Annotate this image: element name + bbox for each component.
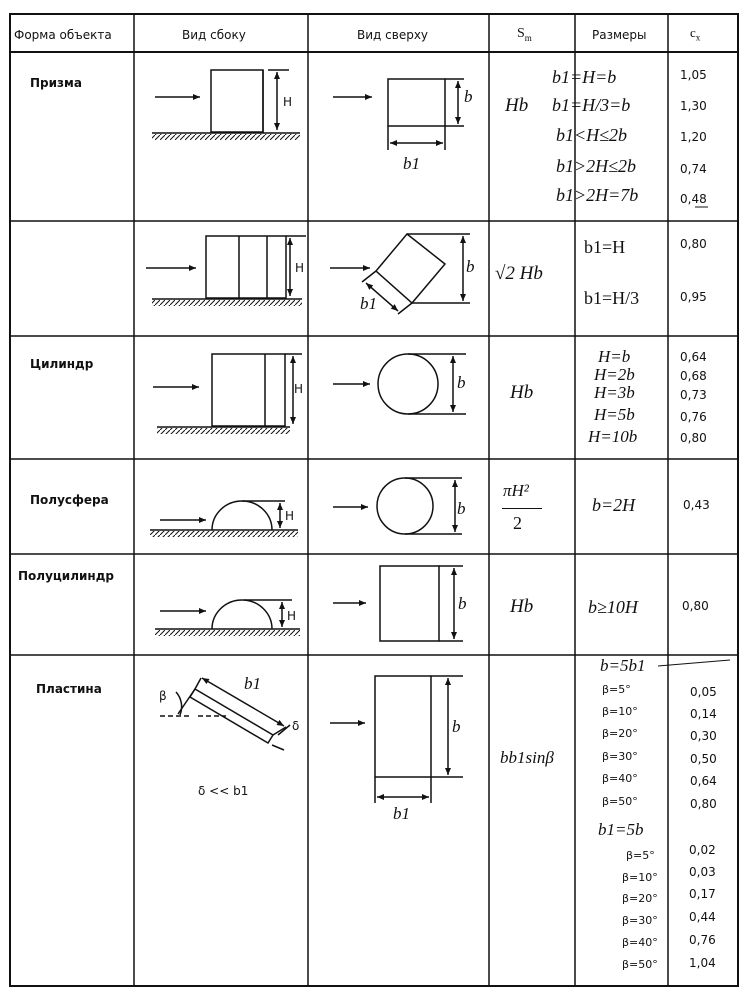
header-area: $S_m$: [517, 26, 532, 43]
dim-value: β=5°: [602, 683, 631, 696]
hemisphere-top-view: [333, 478, 462, 534]
coef-value: 1,04: [689, 956, 716, 970]
dim-value: β=30°: [602, 750, 638, 763]
coef-value: 0,44: [689, 910, 716, 924]
dim-value: b1>2H=7b: [556, 185, 639, 205]
dim-value: β=20°: [602, 727, 638, 740]
dim-value: b1=H/3: [584, 288, 640, 308]
dim-group-head: b1=5b: [598, 820, 644, 839]
dim-value: b=2H: [592, 495, 636, 515]
label-b1: b1: [360, 294, 377, 313]
dim-value: β=5°: [626, 849, 655, 862]
label-b1: b1: [244, 674, 261, 693]
label-b: b: [458, 594, 467, 613]
dim-value: β=20°: [622, 892, 658, 905]
area-value: Hb: [510, 382, 534, 403]
area-numerator: πH²: [503, 481, 529, 500]
header-top-view: Вид сверху: [357, 28, 429, 42]
coef-value: 0,95: [680, 290, 707, 304]
dim-value: H=3b: [594, 383, 635, 402]
coef-value: 0,48: [680, 192, 707, 206]
dim-value: β=50°: [622, 958, 658, 971]
half-cylinder-side-view: [155, 600, 300, 636]
area-value: Hb: [510, 596, 534, 617]
dim-value: b1>2H≤2b: [556, 156, 637, 176]
dim-value: H=5b: [594, 405, 635, 424]
dim-value: β=30°: [622, 914, 658, 927]
row-name-plate: Пластина: [36, 682, 102, 696]
coef-value: 0,03: [689, 865, 716, 879]
row-name-cylinder: Цилиндр: [30, 357, 94, 371]
coef-value: 1,30: [680, 99, 707, 113]
coef-value: 0,05: [690, 685, 717, 699]
coef-value: 0,73: [680, 388, 707, 402]
coef-value: 0,64: [690, 774, 717, 788]
coef-value: 0,68: [680, 369, 707, 383]
label-H: H: [295, 261, 305, 275]
label-H: H: [283, 95, 293, 109]
coef-value: 0,76: [680, 410, 707, 424]
coef-value: 0,43: [683, 498, 710, 512]
cylinder-top-view: [333, 354, 466, 414]
dim-value: b≥10H: [588, 597, 638, 617]
label-b: b: [457, 373, 466, 392]
coef-value: 0,14: [690, 707, 717, 721]
area-denominator: 2: [513, 513, 522, 533]
coef-value: 0,02: [689, 843, 716, 857]
label-b: b: [466, 257, 475, 276]
label-H: H: [285, 509, 295, 523]
coef-value: 0,80: [680, 237, 707, 251]
rotated-prism-side-view: [146, 236, 306, 306]
dim-value: H=2b: [594, 365, 635, 384]
row-name-hemisphere: Полусфера: [30, 493, 109, 507]
dim-value: β=40°: [602, 772, 638, 785]
coef-value: 0,50: [690, 752, 717, 766]
dim-value: β=50°: [602, 795, 638, 808]
header-shape: Форма объекта: [14, 28, 112, 42]
label-b: b: [452, 717, 461, 736]
dim-group-head: b=5b1: [600, 656, 646, 675]
area-value: √2 Hb: [495, 263, 543, 284]
row-name-half-cylinder: Полуцилиндр: [18, 569, 114, 583]
area-value: Hb: [505, 95, 529, 116]
prism-side-view: [152, 70, 300, 140]
coef-value: 0,17: [689, 887, 716, 901]
fraction-bar: [502, 508, 542, 509]
label-b: b: [457, 499, 466, 518]
dim-value: b1=H: [584, 237, 626, 257]
coef-value: 1,05: [680, 68, 707, 82]
row-name-prism: Призма: [30, 76, 82, 90]
plate-top-view: [330, 676, 463, 803]
dim-value: β=10°: [602, 705, 638, 718]
rotated-prism-top-view: [330, 234, 470, 314]
label-delta-note: δ << b1: [198, 784, 249, 798]
area-value: bb1sinβ: [500, 748, 554, 767]
label-delta: δ: [292, 719, 300, 733]
cylinder-side-view: [153, 354, 302, 434]
header-dimensions: Размеры: [592, 28, 647, 42]
coef-value: 0,74: [680, 162, 707, 176]
dim-value: H=b: [598, 347, 631, 366]
underline-2: [658, 660, 730, 666]
label-H: H: [287, 609, 297, 623]
header-coef: $c_x$: [690, 25, 701, 43]
coef-value: 1,20: [680, 130, 707, 144]
coef-value: 0,76: [689, 933, 716, 947]
hemisphere-side-view: [150, 501, 298, 537]
coef-value: 0,80: [680, 431, 707, 445]
half-cylinder-top-view: [333, 566, 463, 641]
coef-value: 0,80: [690, 797, 717, 811]
label-beta: β: [159, 689, 167, 703]
label-b1: b1: [403, 154, 420, 173]
plate-side-view: [160, 678, 290, 750]
label-b1: b1: [393, 804, 410, 823]
label-H: H: [294, 382, 304, 396]
dim-value: β=40°: [622, 936, 658, 949]
dim-value: b1<H≤2b: [556, 125, 628, 145]
dim-value: b1=H=b: [552, 67, 617, 87]
label-b: b: [464, 87, 473, 106]
coef-value: 0,30: [690, 729, 717, 743]
coef-value: 0,80: [682, 599, 709, 613]
coef-value: 0,64: [680, 350, 707, 364]
prism-top-view: [333, 79, 464, 150]
dim-value: b1=H/3=b: [552, 95, 631, 115]
header-side-view: Вид сбоку: [182, 28, 246, 42]
dim-value: H=10b: [588, 427, 638, 446]
dim-value: β=10°: [622, 871, 658, 884]
